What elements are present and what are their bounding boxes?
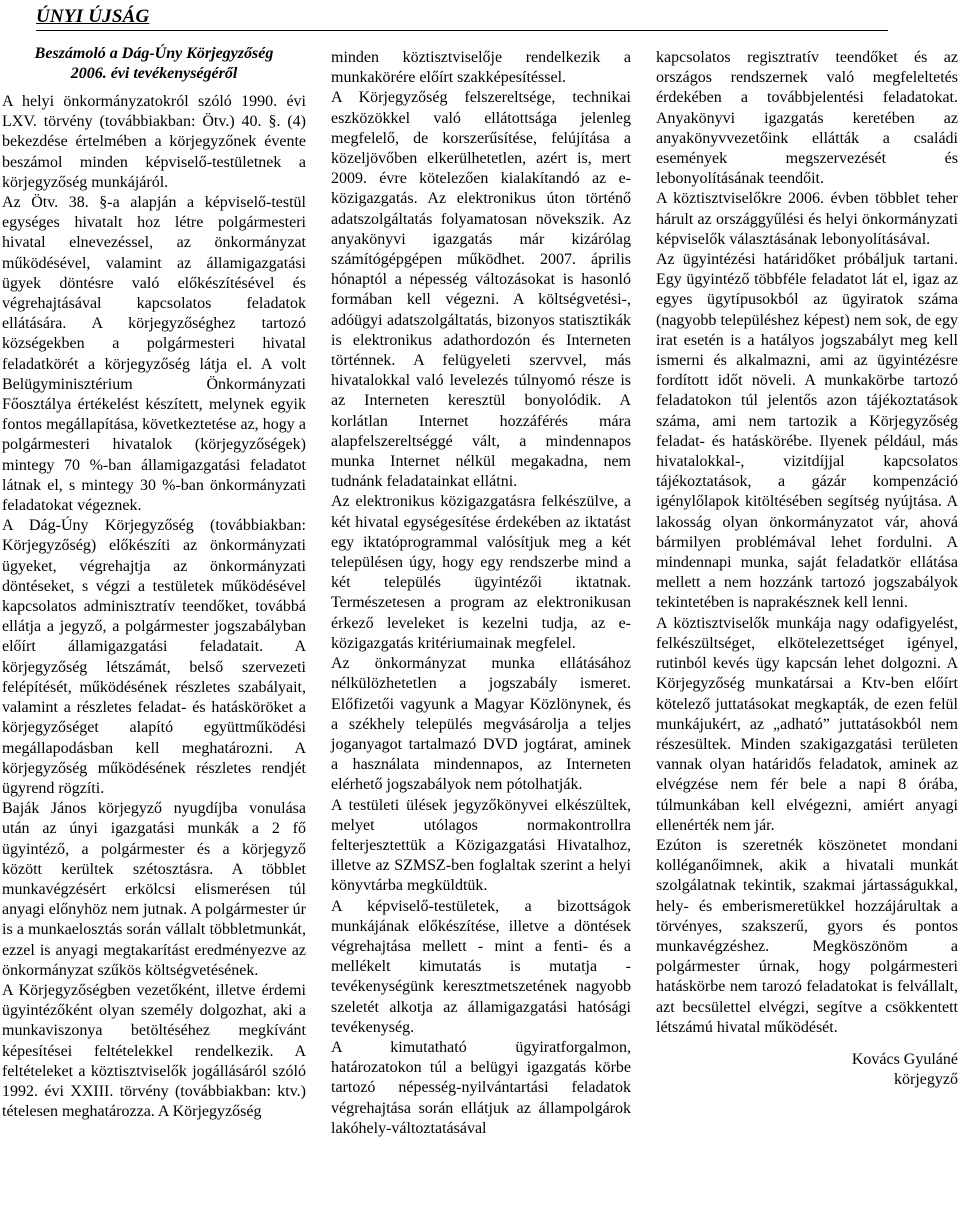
- paragraph: A Körjegyzőségben vezetőként, illetve érdemi ügyintézőként olyan személy dolgozhat, aki a munkaviszonya betöltéséhez megkívánt képesítései feltételekkel rendelkezik. A feltételeket a köztisztviselők jogállásáról szóló 1992. évi XXIII. törvény (továbbiakban: ktv.) tételesen meghatározza. A Körjegyzőség: [2, 981, 306, 1121]
- column-1: [2, 44, 306, 1122]
- signature-name: Kovács Gyuláné: [851, 1050, 958, 1068]
- paragraph: Az önkormányzat munka ellátásához nélkülözhetetlen a jogszabály ismeret. Előfizetői vagyunk a Magyar Közlönynek, és a székhely település megvásárolja a teljes joganyagot tartalmazó DVD jogtárat, aminek a használata mindennapos, az Interneten elérhető jogszabályok nem pótolhatják.: [331, 655, 631, 794]
- article-title-line-2: 2006. évi tevékenységéről: [70, 65, 238, 82]
- paragraph: Az ügyintézési határidőket próbáljuk tartani. Egy ügyintéző többféle feladatot lát el, igaz az egyes ügytípusokból az ügyiratok száma (nagyobb településhez képest) nem sok, de egy irat esetén is a hatályos jogszabályt meg kell ismerni és alkalmazni, ami az ügyintézésre fordított időt növeli. A munkakörbe tartozó feladatokon túl jelentős azon tájékoztatások száma, ami nem tartozik a Körjegyzőség feladat- és hatáskörébe. Ilyenek például, más hivatalokkal-, vizitdíjjal kapcsolatos tájékoztatások, a gázár kompenzáció igénylőlapok kitöltésében segítség nyújtása. A lakosság olyan önkormányzatot vár, ahová bármilyen problémával lehet fordulni. A mindennapi munka, saját feladatkör ellátása mellett a nem hozzánk tartozó jogszabályok tekintetében is naprakésznek kell lenni.: [656, 251, 958, 612]
- signature-block: [656, 1050, 958, 1091]
- paragraph: Ezúton is szeretnék köszönetet mondani kolléganőimnek, akik a hivatali munkát szolgálatnak tekintik, szakmai jártasságukkal, hely- és emberismeretükkel hozzájárultak a törvényes, szakszerű, gyors és pontos munkavégzéshez. Megköszönöm a polgármester úrnak, hogy polgármesteri hatáskörbe nem tarozó feladatokat is felvállalt, azt becsülettel elvégzi, segítve a csökkentett létszámú hivatal működését.: [656, 836, 958, 1036]
- paragraph: A helyi önkormányzatokról szóló 1990. évi LXV. törvény (továbbiakban: Ötv.) 40. §. (4) bekezdése értelmében a körjegyzőnek évente beszámol minden képviselő-testületnek a körjegyzőség munkájáról.: [2, 93, 306, 191]
- paragraph: Az Ötv. 38. §-a alapján a képviselő-testül egységes hivatalt hoz létre polgármesteri hivatal elnevezéssel, az önkormányzat működésével, valamint az államigazgatási ügyek döntésre való előkészítésével és végrehajtásával kapcsolatos feladatok ellátására. A körjegyzőséghez tartozó községekben a polgármesteri hivatal feladatkörét a körjegyzőség látja el. A volt Belügyminisztérium Önkormányzati Főosztálya értékelést készített, melynek egyik fontos megállapítása, következtetése az, hogy a polgármesteri hivatalok (körjegyzőségek) mintegy 70 %-ban államigazgatási feladatot látnak el, s mintegy 30 %-ban önkormányzati feladatokat végeznek.: [2, 194, 306, 515]
- paragraph: A Dág-Úny Körjegyzőség (továbbiakban: Körjegyzőség) előkészíti az önkormányzati ügyeket, végrehajtja az önkormányzati döntéseket, s végzi a testületek működésével kapcsolatos adminisztratív teendőket, továbbá ellátja a jegyző, a polgármester jogszabályban előírt államigazgatási feladatait. A körjegyzőség létszámát, belső szervezeti felépítését, működésének részletes szabályait, valamint a részletes feladat- és hatásköröket a körjegyzőséget alapító együttműködési megállapodásban kell meghatározni. A körjegyzőség működésének részletes rendjét ügyrend rögzíti.: [2, 517, 306, 797]
- paragraph: A kimutatható ügyiratforgalmon, határozatokon túl a belügyi igazgatás körbe tartozó népesség-nyilvántartási feladatok végrehajtása során ellátjuk az állampolgárok lakóhely-változtatásával: [331, 1038, 631, 1137]
- article-title-line-1: Beszámoló a Dág-Úny Körjegyzőség: [34, 45, 274, 62]
- newspaper-header: [36, 4, 888, 31]
- paragraph: A köztisztviselőkre 2006. évben többlet teher hárult az országgyűlési és helyi önkormányzati képviselők választásának lebonyolításával.: [656, 190, 958, 248]
- paragraph: A Körjegyzőség felszereltsége, technikai eszközökkel való ellátottsága jelenleg megfelelő, de korszerűsítése, felújítása a közeljövőben elkerülhetetlen, azért is, mert 2009. évre kötelezően kialakítandó az e-közigazgatás. Az elektronikus úton történő adatszolgáltatás folyamatosan növekszik. Az anyakönyvi igazgatás már kizárólag számítógépgépen működhet. 2007. április hónaptól a népesség változásokat is hasonló formában kell végezni. A költségvetési-, adóügyi adatszolgáltatás, bizonyos statisztikák is elektronikus adathordozón és Interneten történnek. A felügyeleti szervvel, más hivatalokkal való levelezés túlnyomó része is az Interneten keresztül bonyolódik. A korlátlan Internet hozzáférés mára alapfelszereltséggé vált, a mindennapos munka Internet nélkül megakadna, nem tudnánk feladatainkat ellátni.: [331, 89, 631, 491]
- paragraph: A képviselő-testületek, a bizottságok munkájának előkészítése, illetve a döntések végrehajtása mellett - mint a fenti- és a mellékelt kimutatás is mutatja - tevékenységünk keresztmetszetének nagyobb szeletét alkotja az államigazgatási hatósági tevékenység.: [331, 897, 631, 1036]
- column-2: [331, 48, 631, 1139]
- paragraph: kapcsolatos regisztratív teendőket és az országos rendszernek való megfeleltetés érdekében a továbbjelentési feladatokat. Anyakönyvi igazgatás keretében az anyakönyvvezetőink ellátták a családi események megszervezését és lebonyolításának teendőit.: [656, 49, 958, 188]
- column-3: [656, 48, 958, 1091]
- paragraph: Baják János körjegyző nyugdíjba vonulása után az únyi igazgatási munkák a 2 fő ügyintéző, a polgármester és a körjegyző között kerültek szétosztásra. A többlet munkavégzésért erkölcsi elismerésen túl anyagi előnyhöz nem jutnak. A polgármester úr is a munkaelosztás során vállalt többletmunkát, ezzel is anyagi megtakarítást eredményezve az önkormányzat szűkös költségvetésének.: [2, 800, 306, 979]
- newspaper-title: ÚNYI ÚJSÁG: [36, 6, 150, 27]
- paragraph: Az elektronikus közigazgatásra felkészülve, a két hivatal egységesítése érdekében az iktatást egy iktatóprogrammal valósítjuk meg a két településen úgy, hogy egy rendszerbe mind a két település ügyintézői iktatnak. Természetesen a program az elektronikusan érkező leveleket is kezelni tudja, az e-közigazgatás kritériumainak megfelel.: [331, 493, 631, 652]
- article-title: [2, 44, 306, 84]
- paragraph: A testületi ülések jegyzőkönyvei elkészültek, melyet utólagos normakontrollra felterjesztettük a Közigazgatási Hivatalhoz, illetve az SZMSZ-ben foglaltak szerint a helyi könyvtárba megküldtük.: [331, 796, 631, 895]
- paragraph: minden köztisztviselője rendelkezik a munkakörére előírt szakképesítéssel.: [331, 49, 631, 87]
- signature-role: körjegyző: [894, 1071, 958, 1089]
- paragraph: A köztisztviselők munkája nagy odafigyelést, felkészültséget, elkötelezettséget igényel, rutinból kevés ügy kapcsán lehet dolgozni. A Körjegyzőség munkatársai a Ktv-ben előírt kötelező juttatásokat megkapták, de ezen felül munkájukért, az „adható” juttatásokból nem részesültek. Minden szakigazgatási területen vannak olyan határidős feladatok, aminek az elvégzése nem fér bele a napi 8 órába, túlmunkában kell elvégezni, amiért anyagi ellenérték nem jár.: [656, 614, 958, 834]
